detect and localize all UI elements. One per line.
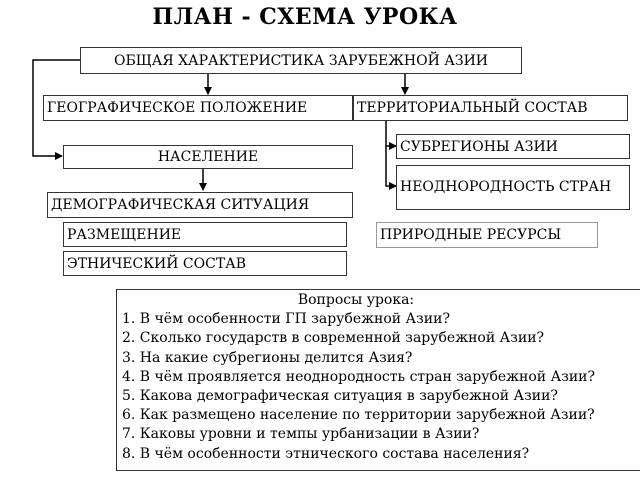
natural-resources-box: ПРИРОДНЫЕ РЕСУРСЫ: [376, 222, 598, 248]
general-characteristics-box: ОБЩАЯ ХАРАКТЕРИСТИКА ЗАРУБЕЖНОЙ АЗИИ: [80, 47, 522, 74]
question-item: 5. Какова демографическая ситуация в зарубежной Азии?: [122, 388, 558, 405]
arrow-territory-to-subregions: [386, 121, 396, 146]
question-item: 4. В чём проявляется неоднородность стран зарубежной Азии?: [122, 368, 595, 385]
question-item: 2. Сколько государств в современной зарубежной Азии?: [122, 330, 545, 347]
lesson-questions-box: [116, 289, 640, 471]
distribution-box: РАЗМЕЩЕНИЕ: [63, 222, 347, 247]
questions-heading: Вопросы урока:: [297, 292, 415, 308]
demographic-situation-box: ДЕМОГРАФИЧЕСКАЯ СИТУАЦИЯ: [47, 192, 353, 218]
question-item: 6. Как размещено население по территории зарубежной Азии?: [122, 407, 595, 424]
ethnic-composition-box: ЭТНИЧЕСКИЙ СОСТАВ: [63, 251, 347, 276]
territorial-composition-box: ТЕРРИТОРИАЛЬНЫЙ СОСТАВ: [353, 95, 628, 121]
question-item: 1. В чём особенности ГП зарубежной Азии?: [122, 311, 450, 328]
heterogeneity-box: НЕОДНОРОДНОСТЬ СТРАН: [396, 165, 630, 210]
subregions-box: СУБРЕГИОНЫ АЗИИ: [396, 134, 630, 159]
question-item: 7. Каковы уровни и темпы урбанизации в Азии?: [122, 426, 480, 443]
population-box: НАСЕЛЕНИЕ: [63, 145, 353, 169]
geographic-position-box: ГЕОГРАФИЧЕСКОЕ ПОЛОЖЕНИЕ: [43, 95, 353, 121]
page-title: ПЛАН - СХЕМА УРОКА: [152, 4, 458, 30]
question-item: 3. На какие субрегионы делится Азия?: [122, 349, 413, 366]
arrow-territory-to-heterogeneity: [386, 146, 396, 186]
question-item: 8. В чём особенности этнического состава населения?: [122, 445, 530, 462]
